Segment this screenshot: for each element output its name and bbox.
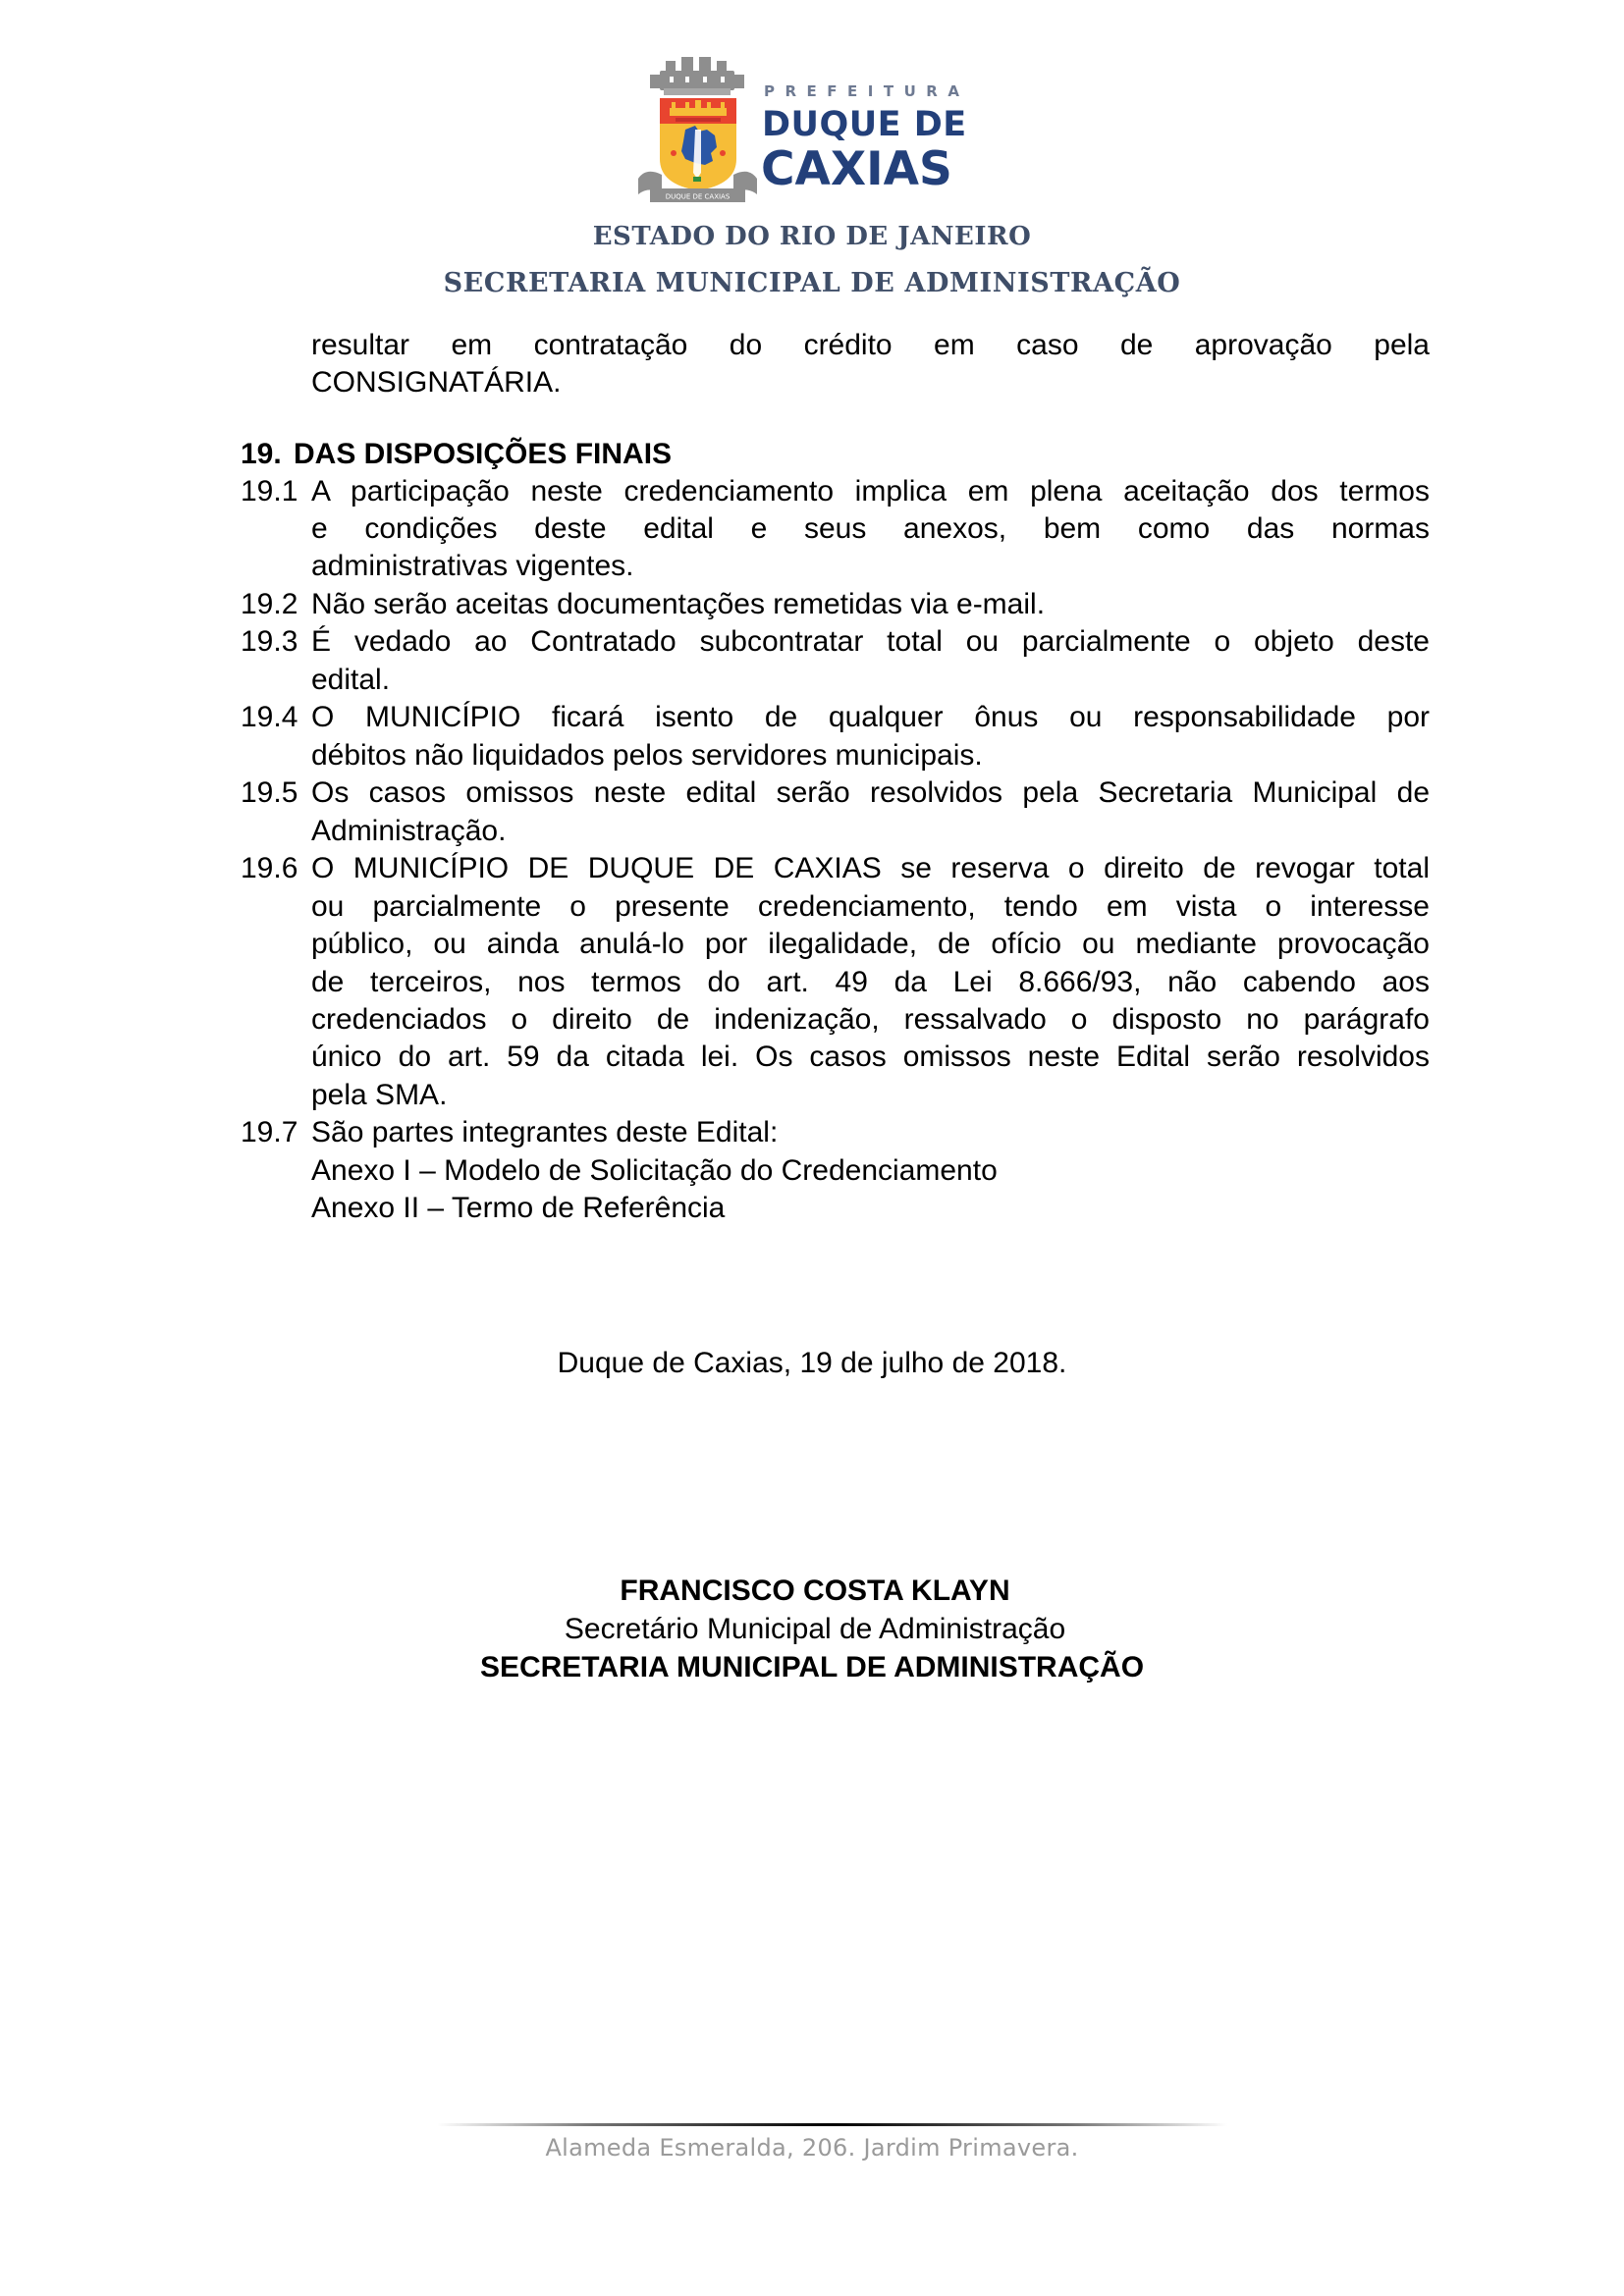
coat-of-arms-icon — [636, 57, 759, 204]
item-line: de terceiros, nos termos do art. 49 da Lei 8.666/93, não cabendo aos — [311, 966, 1430, 998]
annex-item: Anexo II – Termo de Referência — [311, 1192, 726, 1224]
continuation-line: CONSIGNATÁRIA. — [311, 366, 562, 399]
header-department: SECRETARIA MUNICIPAL DE ADMINISTRAÇÃO — [443, 268, 1181, 298]
date-line: Duque de Caxias, 19 de julho de 2018. — [557, 1347, 1067, 1379]
item-line: É vedado ao Contratado subcontratar total ou parcialmente o objeto deste — [311, 625, 1430, 658]
item-line: A participação neste credenciamento implica em plena aceitação dos termos — [311, 475, 1430, 507]
section-heading — [241, 436, 672, 473]
item-line: credenciados o direito de indenização, ressalvado o disposto no parágrafo — [311, 1003, 1430, 1036]
section-title: DAS DISPOSIÇÕES FINAIS — [294, 438, 673, 470]
item-line: Não serão aceitas documentações remetidas via e-mail. — [311, 588, 1046, 620]
logo-city-line2: CAXIAS — [761, 142, 952, 196]
logo-prefeitura: PREFEITURA — [764, 82, 970, 100]
footer-divider — [437, 2123, 1227, 2126]
item-line: edital. — [311, 664, 391, 696]
item-number: 19.2 — [241, 588, 298, 620]
section-number: 19. — [241, 438, 282, 470]
item-line: administrativas vigentes. — [311, 550, 634, 582]
item-line: e condições deste edital e seus anexos, bem como das normas — [311, 512, 1430, 545]
item-line: pela SMA. — [311, 1079, 448, 1111]
item-line: débitos não liquidados pelos servidores municipais. — [311, 739, 983, 772]
item-line: São partes integrantes deste Edital: — [311, 1116, 779, 1148]
item-line: ou parcialmente o presente credenciamento, tendo em vista o interesse — [311, 890, 1430, 923]
item-number: 19.1 — [241, 475, 298, 507]
footer-address: Alameda Esmeralda, 206. Jardim Primavera. — [545, 2134, 1079, 2162]
item-line: Os casos omissos neste edital serão resolvidos pela Secretaria Municipal de — [311, 776, 1430, 809]
header-state: ESTADO DO RIO DE JANEIRO — [592, 222, 1032, 251]
item-number: 19.5 — [241, 776, 298, 809]
logo-city-line1: DUQUE DE — [762, 105, 967, 144]
item-line: O MUNICÍPIO DE DUQUE DE CAXIAS se reserva o direito de revogar total — [311, 852, 1430, 884]
item-number: 19.4 — [241, 701, 298, 733]
item-line: público, ou ainda anulá-lo por ilegalidade, de ofício ou mediante provocação — [311, 928, 1430, 960]
item-line: Administração. — [311, 815, 507, 847]
signatory-department: SECRETARIA MUNICIPAL DE ADMINISTRAÇÃO — [479, 1651, 1145, 1683]
prefeitura-logo — [636, 57, 1000, 206]
crest-scroll-text: DUQUE DE CAXIAS — [665, 192, 731, 201]
signatory-title: Secretário Municipal de Administração — [564, 1613, 1066, 1645]
item-number: 19.7 — [241, 1116, 298, 1148]
item-line: O MUNICÍPIO ficará isento de qualquer ônus ou responsabilidade por — [311, 701, 1430, 733]
continuation-line: resultar em contratação do crédito em caso de aprovação pela — [311, 329, 1430, 361]
signatory-name: FRANCISCO COSTA KLAYN — [620, 1575, 1010, 1607]
item-number: 19.6 — [241, 852, 298, 884]
item-line: único do art. 59 da citada lei. Os casos omissos neste Edital serão resolvidos — [311, 1041, 1430, 1073]
annex-item: Anexo I – Modelo de Solicitação do Credenciamento — [311, 1154, 998, 1187]
item-number: 19.3 — [241, 625, 298, 658]
